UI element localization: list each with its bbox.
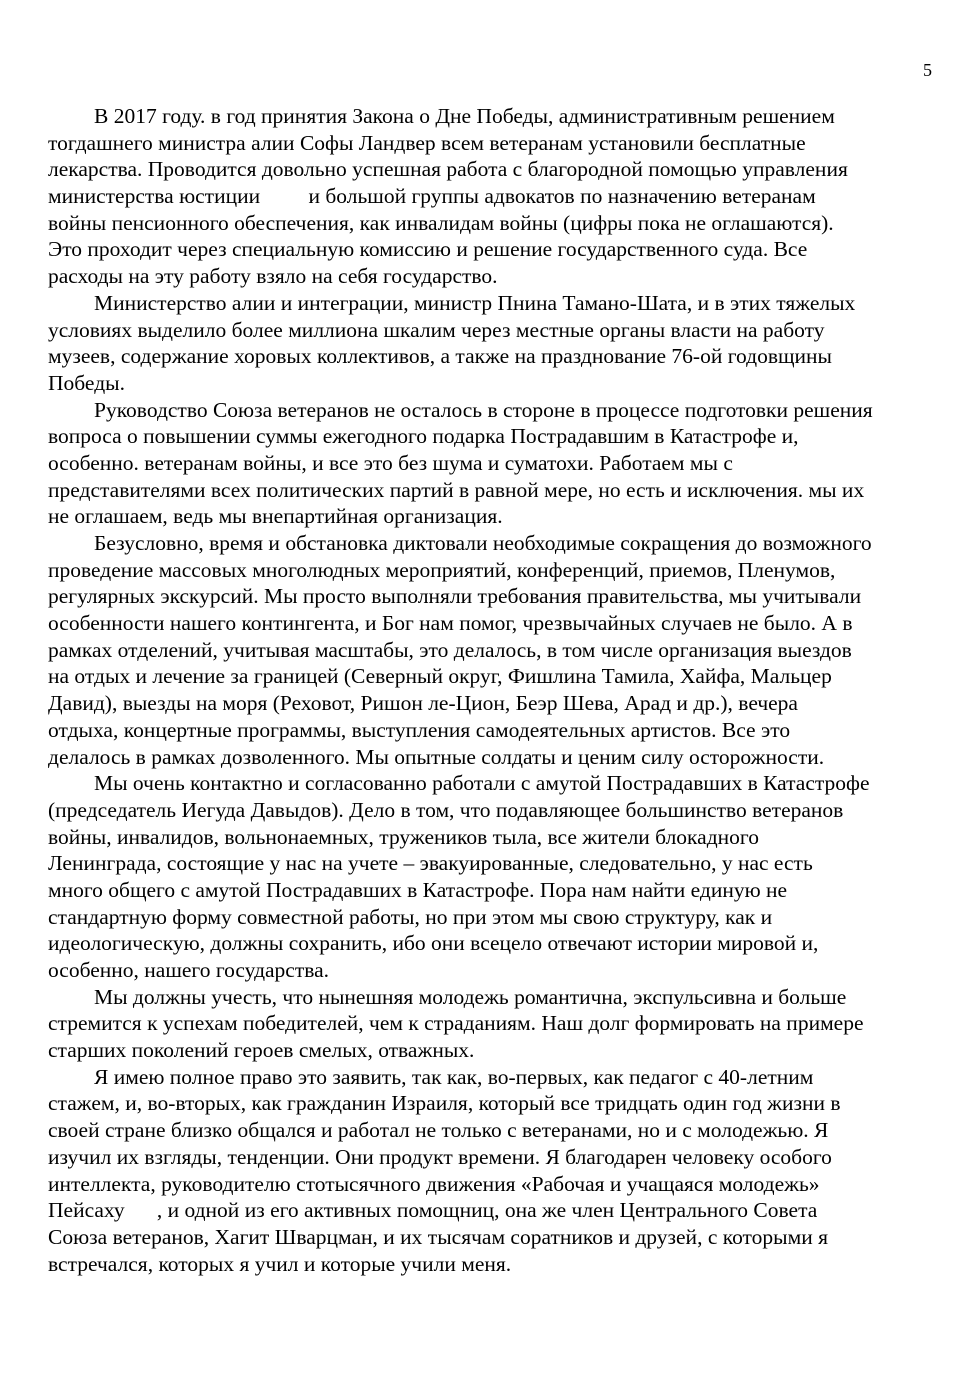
paragraph [48, 290, 938, 397]
text-line: своей стране близко общался и работал не только с ветеранами, но и с молодежью. Я [48, 1118, 829, 1143]
document-body [48, 103, 938, 1277]
paragraph [48, 103, 938, 290]
text-line: Это проходит через специальную комиссию и решение государственного суда. Все [48, 237, 808, 262]
text-line: Безусловно, время и обстановка диктовали необходимые сокращения до возможного [94, 531, 872, 555]
text-line: Я имею полное право это заявить, так как, во-первых, как педагог с 40-летним [94, 1064, 814, 1089]
text-line: вопроса о повышении суммы ежегодного подарка Пострадавшим в Катастрофе и, [48, 424, 799, 449]
text-line: делалось в рамках дозволенного. Мы опытные солдаты и ценим силу осторожности. [48, 744, 825, 769]
text-line: Союза ветеранов, Хагит Шварцман, и их тысячам соратников и друзей, с которыми я [48, 1224, 828, 1249]
text-line: особенности нашего контингента, и Бог нам помог, чрезвычайных случаев не было. А в [48, 611, 853, 636]
paragraph [48, 984, 938, 1064]
text-line: Министерство алии и интеграции, министр Пнина Тамано-Шата, и в этих тяжелых [94, 290, 856, 315]
text-line: отдыха, концертные программы, выступления самодеятельных артистов. Все это [48, 717, 791, 742]
text-line: Мы очень контактно и согласованно работали с амутой Пострадавших в Катастрофе [94, 771, 870, 796]
text-line: особенно, нашего государства. [48, 958, 330, 982]
text-line: войны пенсионного обеспечения, как инвалидам войны (цифры пока не оглашаются). [48, 210, 834, 235]
paragraph [48, 397, 938, 530]
text-line: Руководство Союза ветеранов не осталось в стороне в процессе подготовки решения [94, 397, 873, 422]
text-line: стандартную форму совместной работы, но при этом мы свою структуру, как и [48, 904, 773, 929]
text-line: Мы должны учесть, что нынешняя молодежь романтична, экспульсивна и больше [94, 984, 847, 1009]
text-line: расходы на эту работу взяло на себя государство. [48, 264, 498, 289]
text-line: войны, инвалидов, вольнонаемных, тружеников тыла, все жители блокадного [48, 824, 759, 849]
text-line: Победы. [48, 370, 125, 395]
page-number: 5 [923, 60, 932, 80]
paragraph [48, 770, 938, 984]
paragraph [48, 530, 938, 770]
text-line: изучил их взгляды, тенденции. Они продукт времени. Я благодарен человеку особого [48, 1144, 832, 1169]
text-line: (председатель Иегуда Давыдов). Дело в том, что подавляющее большинство ветеранов [48, 797, 844, 822]
text-line: много общего с амутой Пострадавших в Катастрофе. Пора нам найти единую не [48, 877, 788, 902]
text-line: условиях выделило более миллиона шкалим через местные органы власти на работу [48, 317, 825, 342]
text-line: особенно. ветеранам войны, и все это без шума и суматохи. Работаем мы с [48, 450, 733, 475]
text-line: стажем, и, во-вторых, как гражданин Израиля, который все тридцать один год жизни в [48, 1091, 841, 1116]
text-line: министерства юстиции и большой группы адвокатов по назначению ветеранам [48, 184, 816, 209]
text-line: идеологическую, должны сохранить, ибо они всецело отвечают истории мировой и, [48, 931, 819, 956]
text-line: встречался, которых я учил и которые учили меня. [48, 1251, 512, 1276]
text-line: на отдых и лечение за границей (Северный округ, Фишлина Тамила, Хайфа, Мальцер [48, 664, 832, 689]
text-line: Пейсаху , и одной из его активных помощниц, она же член Центрального Совета [48, 1198, 818, 1223]
text-line: старших поколений героев смелых, отважных. [48, 1038, 475, 1063]
text-line: интеллекта, руководителю стотысячного движения «Рабочая и учащаяся молодежь» [48, 1171, 820, 1196]
text-line: Давид), выезды на моря (Реховот, Ришон ле-Цион, Беэр Шева, Арад и др.), вечера [48, 691, 798, 716]
text-line: проведение массовых многолюдных мероприятий, конференций, приемов, Пленумов, [48, 557, 836, 582]
text-line: регулярных экскурсий. Мы просто выполняли требования правительства, мы учитывали [48, 584, 862, 609]
text-line: музеев, содержание хоровых коллективов, а также на празднование 76-ой годовщины [48, 344, 832, 369]
text-line: Ленинграда, состоящие у нас на учете – эвакуированные, следовательно, у нас есть [48, 851, 813, 876]
text-line: представителями всех политических партий в равной мере, но есть и исключения. мы их [48, 477, 865, 502]
text-line: лекарства. Проводится довольно успешная работа с благородной помощью управления [48, 157, 848, 182]
text-line: не оглашаем, ведь мы внепартийная организация. [48, 504, 503, 529]
text-line: рамках отделений, учитывая масштабы, это делалось, в том числе организация выездов [48, 637, 852, 662]
text-line: В 2017 году. в год принятия Закона о Дне Победы, административным решением [94, 104, 835, 128]
text-line: тогдашнего министра алии Софы Ландвер всем ветеранам установили бесплатные [48, 130, 806, 155]
text-line: стремится к успехам победителей, чем к страданиям. Наш долг формировать на примере [48, 1011, 864, 1036]
paragraph [48, 1064, 938, 1278]
